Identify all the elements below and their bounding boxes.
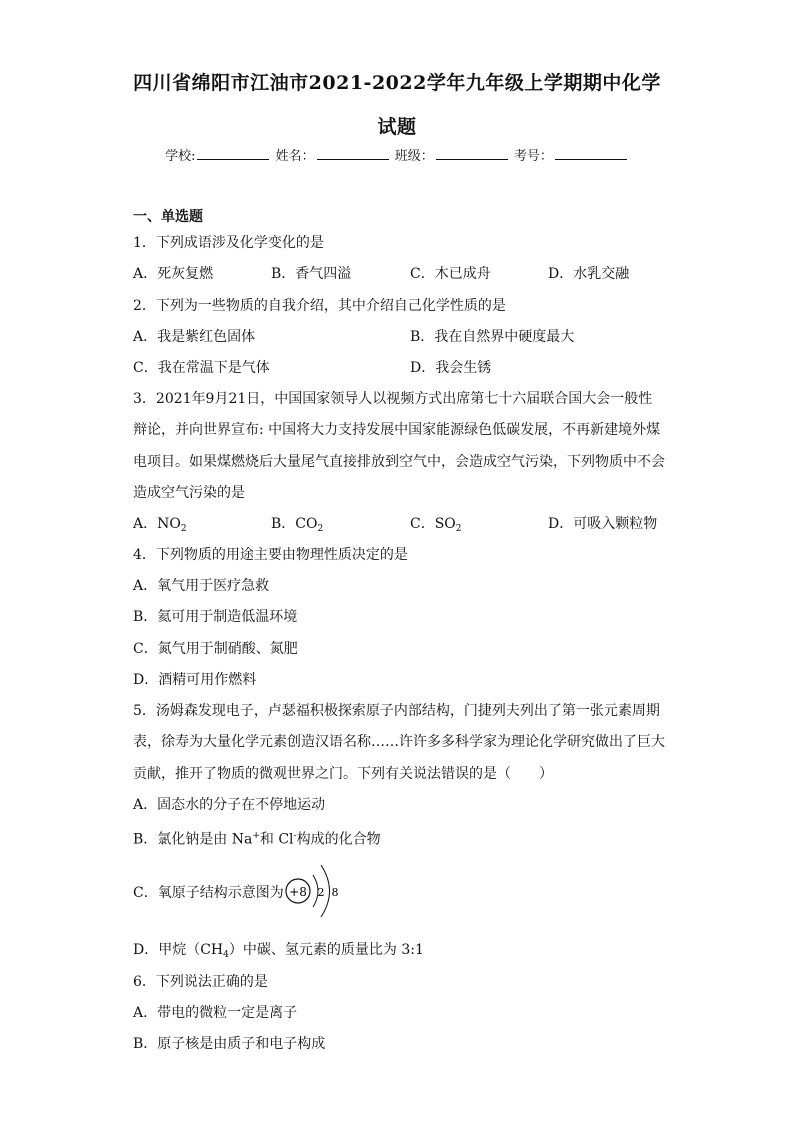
q1-option-d: D．水乳交融 xyxy=(548,266,630,282)
class-blank[interactable] xyxy=(436,147,508,160)
q4-option-b: B．氦可用于制造低温环境 xyxy=(133,609,298,625)
q6-stem: 6．下列说法正确的是 xyxy=(133,974,268,990)
q2-option-b: B．我在自然界中硬度最大 xyxy=(410,329,575,345)
q2-option-c: C．我在常温下是气体 xyxy=(133,360,270,376)
student-info-row xyxy=(0,145,794,164)
q5-line-3: 贡献，推开了物质的微观世界之门。下列有关说法错误的是（ ） xyxy=(133,766,553,782)
q3-option-a: A．$NO_2$ xyxy=(133,516,187,534)
q5-line-2: 表，徐寿为大量化学元素创造汉语名称……许许多多科学家为理论化学研究做出了巨大 xyxy=(133,734,665,750)
nucleus-charge: +8 xyxy=(289,885,307,899)
school-blank[interactable] xyxy=(197,147,269,160)
oxygen-atom-structure-diagram xyxy=(283,857,353,923)
q1-option-b: B．香气四溢 xyxy=(271,266,352,282)
title-line-2: 试题 xyxy=(377,116,417,138)
q3-option-b: B．$CO_2$ xyxy=(271,516,324,534)
q5-option-d: D．甲烷$(CH_4)$中碳、氢元素的质量比为 3:1 xyxy=(133,942,424,960)
school-label: 学校: xyxy=(165,149,196,164)
q6-option-b: B．原子核是由质子和电子构成 xyxy=(133,1036,326,1052)
class-label: 班级： xyxy=(394,149,434,164)
q2-option-a: A．我是紫红色固体 xyxy=(133,329,256,345)
q5-option-a: A．固态水的分子在不停地运动 xyxy=(133,797,326,813)
q6-option-a: A．带电的微粒一定是离子 xyxy=(133,1005,298,1021)
q4-option-a: A．氧气用于医疗急救 xyxy=(133,578,270,594)
exam-no-blank[interactable] xyxy=(555,147,627,160)
q1-option-a: A．死灰复燃 xyxy=(133,266,214,282)
name-blank[interactable] xyxy=(317,147,389,160)
q1-stem: 1．下列成语涉及化学变化的是 xyxy=(133,235,324,251)
shell-2-electrons: 8 xyxy=(331,886,339,899)
q4-option-c: C．氮气用于制硝酸、氮肥 xyxy=(133,641,298,657)
q3-line-3: 电项目。如果煤燃烧后大量尾气直接排放到空气中，会造成空气污染，下列物质中不会 xyxy=(133,454,665,470)
q2-stem: 2．下列为一些物质的自我介绍，其中介绍自己化学性质的是 xyxy=(133,298,506,314)
q2-option-d: D．我会生锈 xyxy=(410,360,492,376)
q4-stem: 4．下列物质的用途主要由物理性质决定的是 xyxy=(133,547,408,563)
title-line-1: 四川省绵阳市江油市2021-2022学年九年级上学期期中化学 xyxy=(133,72,661,94)
q5-option-c: C．氧原子结构示意图为 xyxy=(133,885,284,901)
q5-line-1: 5．汤姆森发现电子，卢瑟福积极探索原子内部结构，门捷列夫列出了第一张元素周期 xyxy=(133,703,660,719)
shell-1-electrons: 2 xyxy=(317,886,325,899)
q3-option-c: C．$SO_2$ xyxy=(410,516,462,534)
q1-option-c: C．木已成舟 xyxy=(410,266,491,282)
q3-line-1: 3．2021年9月21日，中国国家领导人以视频方式出席第七十六届联合国大会一般性 xyxy=(133,391,653,407)
name-label: 姓名： xyxy=(275,149,315,164)
q3-option-d: D．可吸入颗粒物 xyxy=(548,516,658,532)
q5-option-b: B．氯化钠是由 Na+和 Cl-构成的化合物 xyxy=(133,831,381,848)
exam-no-label: 考号： xyxy=(513,149,553,164)
q3-line-2: 辩论，并向世界宣布: 中国将大力支持发展中国家能源绿色低碳发展，不再新建境外煤 xyxy=(133,422,661,438)
q4-option-d: D．酒精可用作燃料 xyxy=(133,672,257,688)
q3-line-4: 造成空气污染的是 xyxy=(133,485,245,501)
section-heading: 一、单选题 xyxy=(133,209,203,225)
